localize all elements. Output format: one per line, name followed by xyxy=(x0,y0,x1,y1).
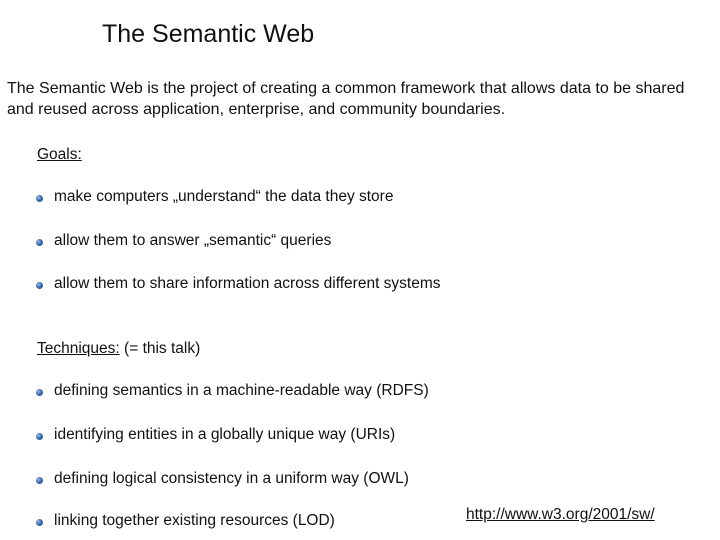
w3c-link[interactable]: http://www.w3.org/2001/sw/ xyxy=(466,506,655,523)
bullet-icon xyxy=(36,195,43,202)
technique-item-text: defining logical consistency in a uniform way (OWL) xyxy=(54,470,409,487)
slide-title: The Semantic Web xyxy=(102,20,315,48)
technique-item xyxy=(36,382,429,400)
goal-item xyxy=(36,188,393,206)
techniques-heading-label: Techniques: xyxy=(37,340,120,357)
bullet-icon xyxy=(36,239,43,246)
technique-item-text: linking together existing resources (LOD) xyxy=(54,512,335,529)
goals-heading xyxy=(37,146,82,164)
bullet-icon xyxy=(36,389,43,396)
technique-item-text: identifying entities in a globally unique way (URIs) xyxy=(54,426,396,443)
technique-item xyxy=(36,426,395,444)
intro-paragraph: The Semantic Web is the project of creating a common framework that allows data to be shared and reused across application, enterprise, and community boundaries. xyxy=(7,80,685,118)
goal-item-text: allow them to answer „semantic“ queries xyxy=(54,232,332,249)
techniques-heading xyxy=(37,340,200,358)
technique-item xyxy=(36,470,409,488)
bullet-icon xyxy=(36,519,43,526)
technique-item-text: defining semantics in a machine-readable way (RDFS) xyxy=(54,382,429,399)
goal-item-text: allow them to share information across different systems xyxy=(54,275,441,292)
goal-item-text: make computers „understand“ the data they store xyxy=(54,188,394,205)
goal-item xyxy=(36,275,441,293)
goals-heading-label: Goals: xyxy=(37,146,82,163)
techniques-note: (= this talk) xyxy=(124,340,201,357)
bullet-icon xyxy=(36,433,43,440)
technique-item xyxy=(36,512,335,530)
bullet-icon xyxy=(36,282,43,289)
goal-item xyxy=(36,232,331,250)
bullet-icon xyxy=(36,477,43,484)
